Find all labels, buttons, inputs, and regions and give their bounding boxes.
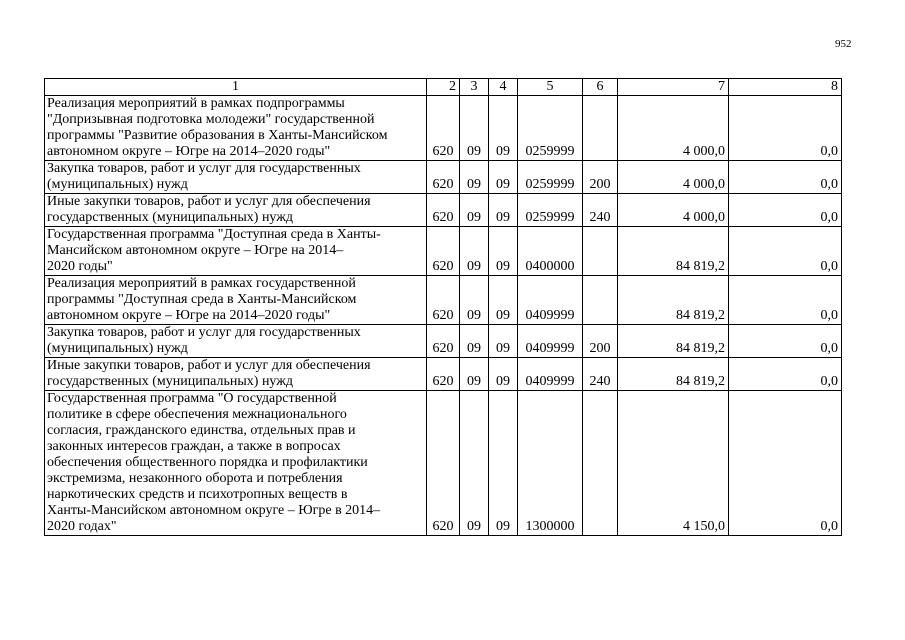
cell-amount: 84 819,2	[618, 358, 729, 391]
cell-amount: 4 150,0	[618, 391, 729, 536]
cell-col4: 09	[489, 276, 518, 325]
cell-col2: 620	[427, 276, 460, 325]
column-header: 5	[518, 79, 583, 96]
cell-col5: 0409999	[518, 276, 583, 325]
cell-col3: 09	[460, 276, 489, 325]
table-row	[45, 391, 842, 536]
cell-amount-2: 0,0	[729, 358, 842, 391]
cell-col3: 09	[460, 358, 489, 391]
cell-col6	[583, 391, 618, 536]
cell-col3: 09	[460, 96, 489, 161]
cell-amount: 84 819,2	[618, 325, 729, 358]
row-name: Государственная программа "Доступная среда в Ханты- Мансийском автономном округе – Югре на 2014– 2020 годы"	[45, 227, 427, 276]
cell-col4: 09	[489, 391, 518, 536]
row-name: Закупка товаров, работ и услуг для государственных (муниципальных) нужд	[45, 161, 427, 194]
table-row	[45, 276, 842, 325]
cell-col6: 200	[583, 325, 618, 358]
row-name: Закупка товаров, работ и услуг для государственных (муниципальных) нужд	[45, 325, 427, 358]
cell-amount: 4 000,0	[618, 96, 729, 161]
cell-col6	[583, 276, 618, 325]
cell-amount: 84 819,2	[618, 276, 729, 325]
column-header: 1	[45, 79, 427, 96]
cell-col6	[583, 227, 618, 276]
table-row	[45, 227, 842, 276]
column-header: 2	[427, 79, 460, 96]
cell-col2: 620	[427, 161, 460, 194]
cell-col5: 0259999	[518, 194, 583, 227]
cell-col4: 09	[489, 194, 518, 227]
cell-col2: 620	[427, 96, 460, 161]
column-header: 3	[460, 79, 489, 96]
row-name: Реализация мероприятий в рамках государственной программы "Доступная среда в Ханты-Мансийском автономном округе – Югре на 2014–2020 годы"	[45, 276, 427, 325]
cell-col2: 620	[427, 391, 460, 536]
table-row	[45, 96, 842, 161]
cell-col5: 0259999	[518, 96, 583, 161]
row-name: Иные закупки товаров, работ и услуг для обеспечения государственных (муниципальных) нужд	[45, 358, 427, 391]
cell-col5: 1300000	[518, 391, 583, 536]
cell-amount: 84 819,2	[618, 227, 729, 276]
cell-amount: 4 000,0	[618, 161, 729, 194]
cell-amount-2: 0,0	[729, 391, 842, 536]
cell-col5: 0400000	[518, 227, 583, 276]
cell-col6	[583, 96, 618, 161]
cell-col2: 620	[427, 358, 460, 391]
cell-col2: 620	[427, 325, 460, 358]
cell-col5: 0409999	[518, 325, 583, 358]
column-header: 7	[618, 79, 729, 96]
cell-col5: 0259999	[518, 161, 583, 194]
cell-col4: 09	[489, 358, 518, 391]
cell-amount-2: 0,0	[729, 325, 842, 358]
cell-col3: 09	[460, 325, 489, 358]
cell-amount-2: 0,0	[729, 161, 842, 194]
cell-amount: 4 000,0	[618, 194, 729, 227]
cell-amount-2: 0,0	[729, 227, 842, 276]
cell-col4: 09	[489, 96, 518, 161]
table-row	[45, 325, 842, 358]
cell-col2: 620	[427, 194, 460, 227]
row-name: Государственная программа "О государственной политике в сфере обеспечения межнационального согласия, гражданского единства, отдельных прав и законных интересов граждан, а также в вопросах обеспечения общественного порядка и профилактики экстремизма, незаконного оборота и потребления наркотических средств и психотропных веществ в Ханты-Мансийском автономном округе – Югре в 2014– 2020 годах"	[45, 391, 427, 536]
cell-col6: 240	[583, 194, 618, 227]
cell-col6: 240	[583, 358, 618, 391]
column-header: 4	[489, 79, 518, 96]
cell-col3: 09	[460, 161, 489, 194]
cell-col3: 09	[460, 194, 489, 227]
column-header: 6	[583, 79, 618, 96]
header-row	[45, 79, 842, 96]
cell-col6: 200	[583, 161, 618, 194]
cell-col4: 09	[489, 325, 518, 358]
cell-amount-2: 0,0	[729, 96, 842, 161]
cell-amount-2: 0,0	[729, 276, 842, 325]
cell-col5: 0409999	[518, 358, 583, 391]
table-row	[45, 161, 842, 194]
page-number: 952	[835, 38, 852, 50]
cell-col4: 09	[489, 227, 518, 276]
cell-col3: 09	[460, 227, 489, 276]
table-row	[45, 358, 842, 391]
row-name: Реализация мероприятий в рамках подпрограммы "Допризывная подготовка молодежи" государственной программы "Развитие образования в Ханты-Мансийском автономном округе – Югре на 2014–2020 годы"	[45, 96, 427, 161]
row-name: Иные закупки товаров, работ и услуг для обеспечения государственных (муниципальных) нужд	[45, 194, 427, 227]
column-header: 8	[729, 79, 842, 96]
cell-col3: 09	[460, 391, 489, 536]
table-row	[45, 194, 842, 227]
cell-amount-2: 0,0	[729, 194, 842, 227]
cell-col2: 620	[427, 227, 460, 276]
budget-table	[44, 78, 842, 536]
cell-col4: 09	[489, 161, 518, 194]
